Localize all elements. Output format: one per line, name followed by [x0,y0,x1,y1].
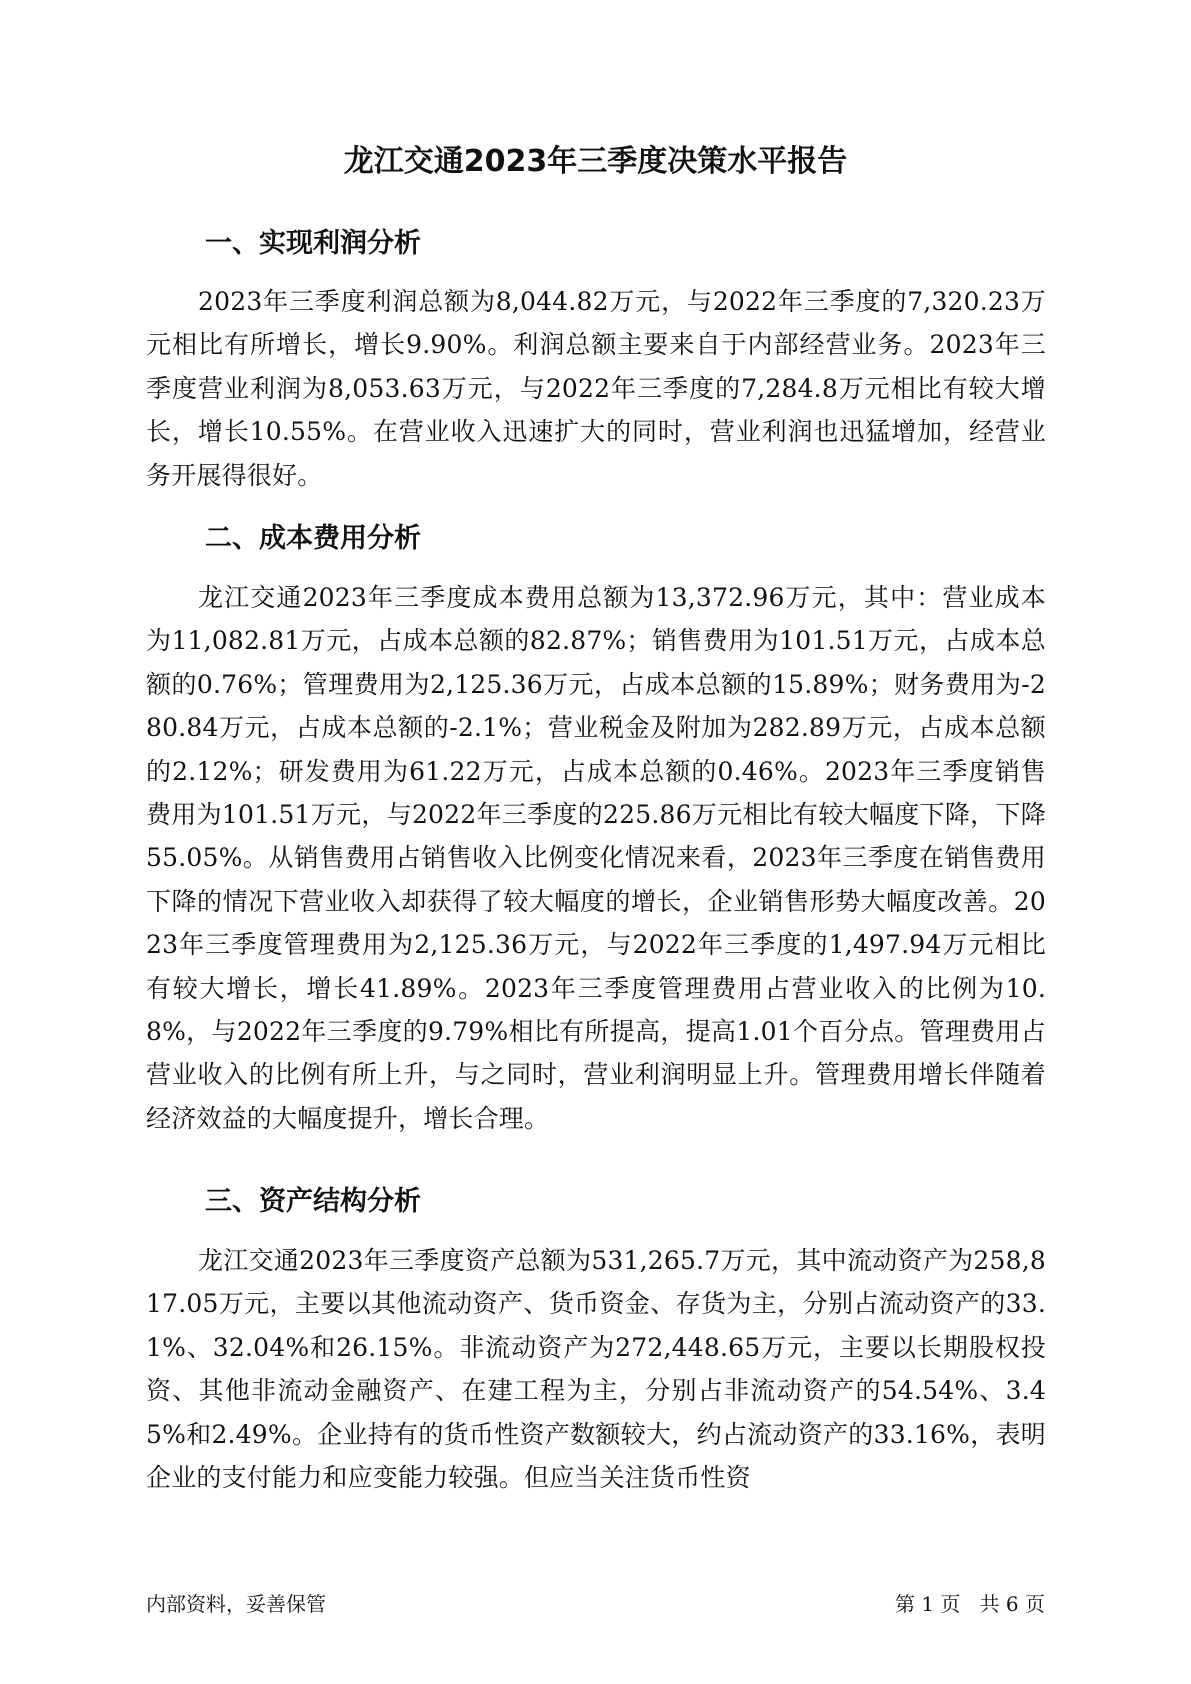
page-title: 龙江交通2023年三季度决策水平报告 [343,144,848,179]
section-heading-cost: 二、成本费用分析 [205,523,421,554]
footer-confidential-note: 内部资料，妥善保管 [146,1592,326,1616]
footer-page-number: 第 1 页 共 6 页 [895,1592,1045,1616]
section-heading-assets: 三、资产结构分析 [205,1186,421,1217]
paragraph-cost: 龙江交通2023年三季度成本费用总额为13,372.96万元，其中：营业成本为11,082.81万元，占成本总额的82.87%；销售费用为101.51万元，占成本总额的0.76%；管理费用为2,125.36万元，占成本总额的15.89%；财务费用为-280.84万元，占成本总额的-2.1%；营业税金及附加为282.89万元，占成本总额的2.12%；研发费用为61.22万元，占成本总额的0.46%。2023年三季度销售费用为101.51万元，与2022年三季度的225.86万元相比有较大幅度下降，下降55.05%。从销售费用占销售收入比例变化情况来看，2023年三季度在销售费用下降的情况下营业收入却获得了较大幅度的增长，企业销售形势大幅度改善。2023年三季度管理费用为2,125.36万元，与2022年三季度的1,497.94万元相比有较大增长，增长41.89%。2023年三季度管理费用占营业收入的比例为10.8%，与2022年三季度的9.79%相比有所提高，提高1.01个百分点。管理费用占营业收入的比例有所上升，与之同时，营业利润明显上升。管理费用增长伴随着经济效益的大幅度提升，增长合理。 [146,583,1046,1133]
paragraph-profit: 2023年三季度利润总额为8,044.82万元，与2022年三季度的7,320.23万元相比有所增长，增长9.90%。利润总额主要来自于内部经营业务。2023年三季度营业利润为8,053.63万元，与2022年三季度的7,284.8万元相比有较大增长，增长10.55%。在营业收入迅速扩大的同时，营业利润也迅猛增加，经营业务开展得很好。 [146,287,1046,490]
section-heading-profit: 一、实现利润分析 [205,228,421,259]
paragraph-assets: 龙江交通2023年三季度资产总额为531,265.7万元，其中流动资产为258,817.05万元，主要以其他流动资产、货币资金、存货为主，分别占流动资产的33.1%、32.04%和26.15%。非流动资产为272,448.65万元，主要以长期股权投资、其他非流动金融资产、在建工程为主，分别占非流动资产的54.54%、3.45%和2.49%。企业持有的货币性资产数额较大，约占流动资产的33.16%，表明企业的支付能力和应变能力较强。但应当关注货币性资 [146,1246,1046,1493]
